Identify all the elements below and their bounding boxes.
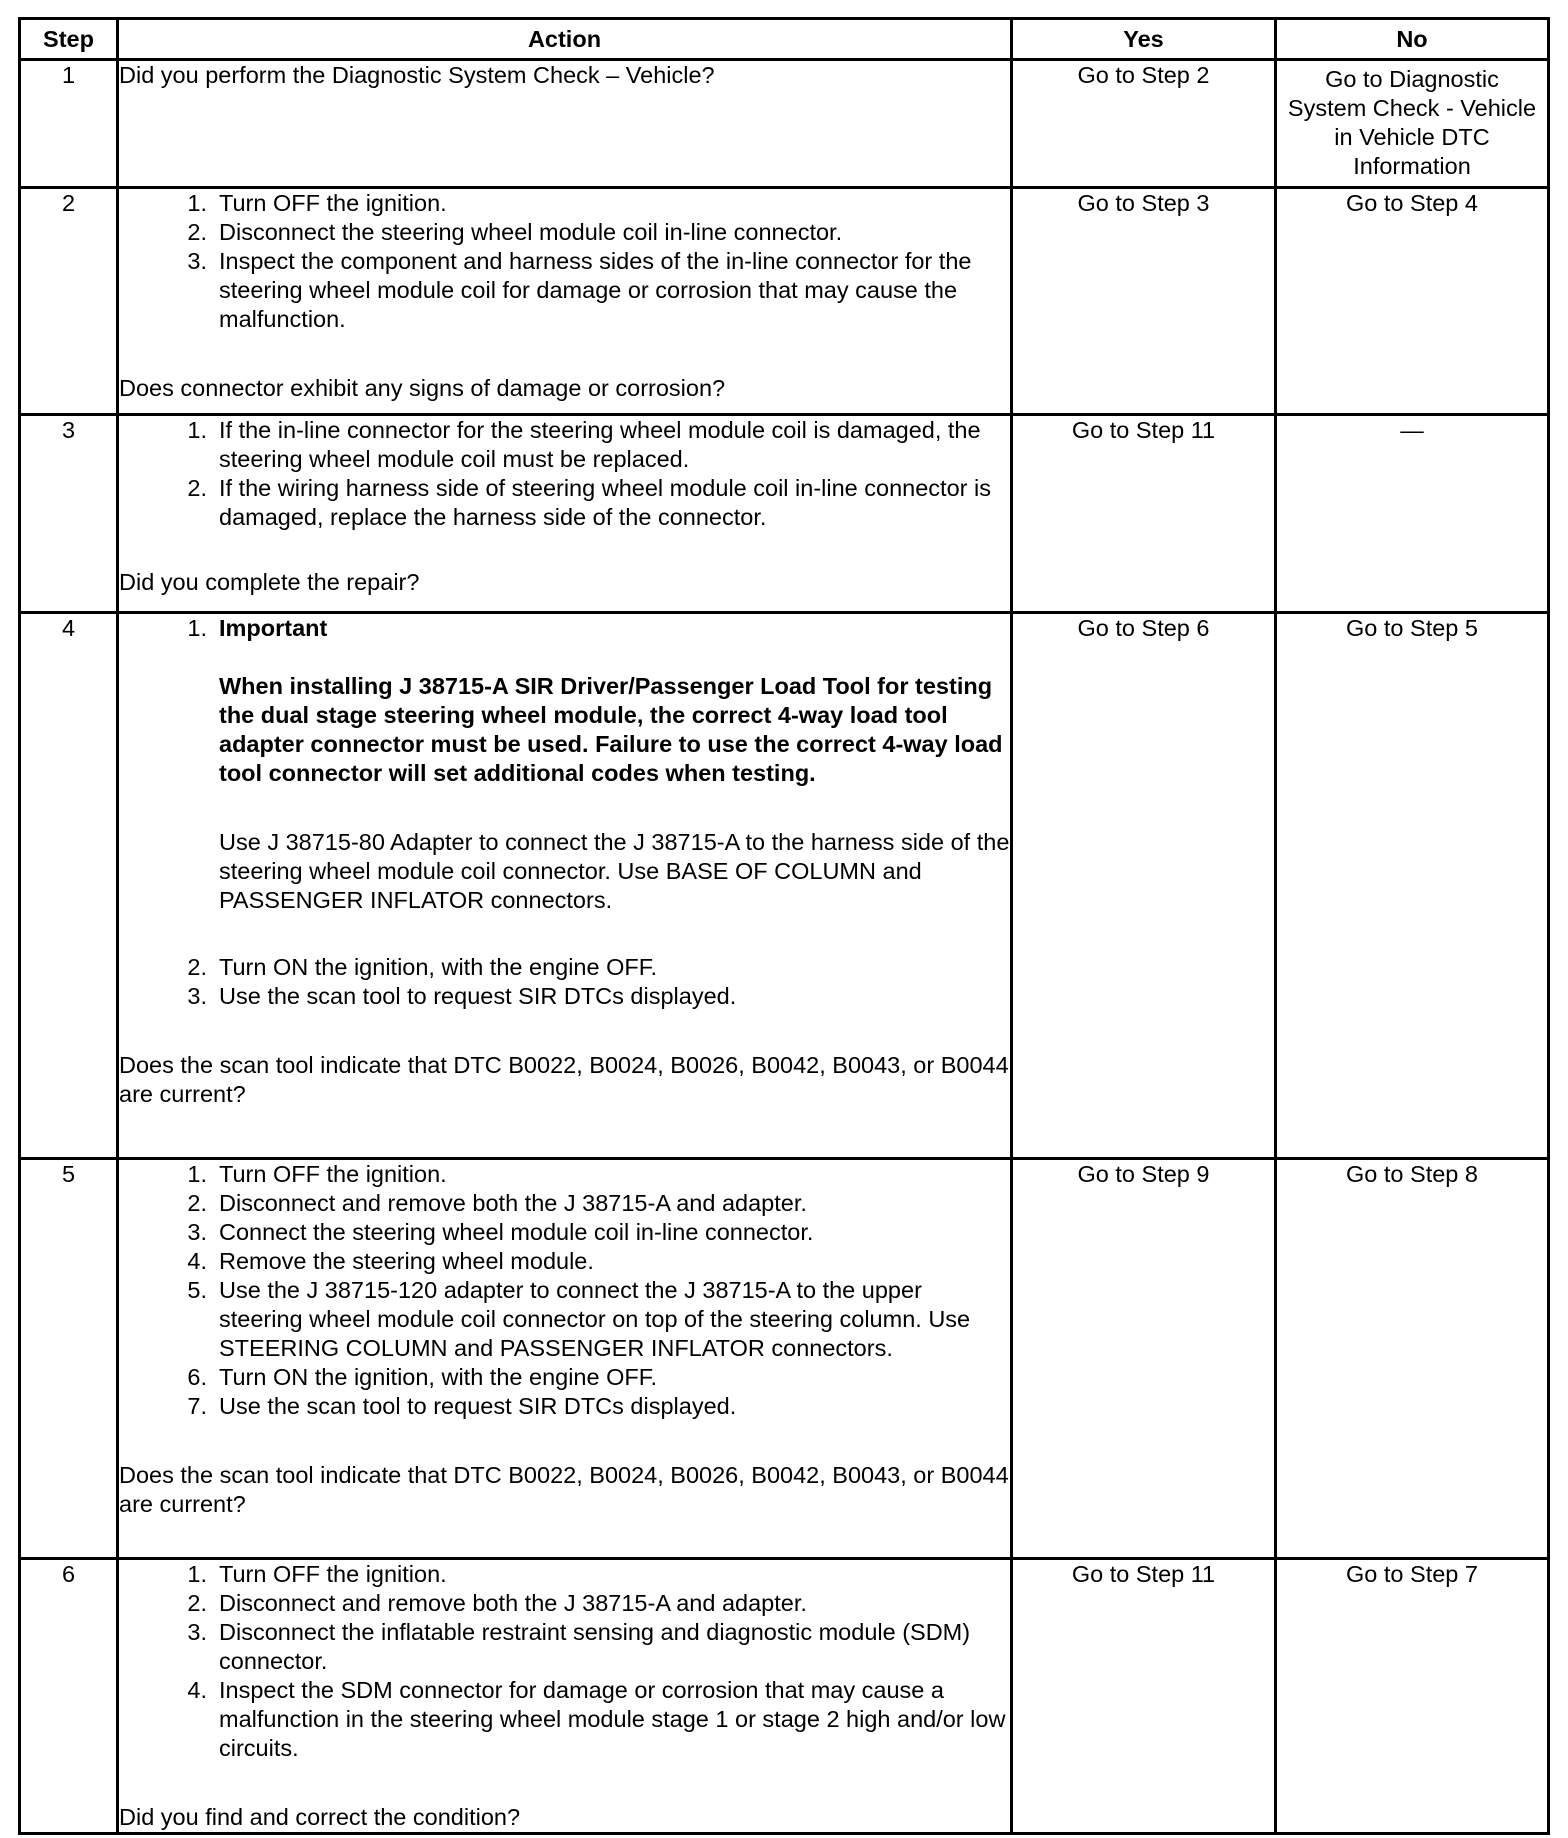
table-row [20, 188, 1549, 415]
action-steps [119, 416, 1010, 532]
list-item: 5. Use the J 38715-120 adapter to connect the J 38715-A to the upper steering wheel module coil connector on top of the steering column. Use STEERING COLUMN and PASSENGER INFLATOR connectors. [187, 1277, 971, 1361]
no-result: — [1276, 415, 1549, 613]
list-item: 1. Turn OFF the ignition. [187, 1561, 447, 1587]
table-row [20, 60, 1549, 188]
list-item: 2. Disconnect and remove both the J 38715-A and adapter. [187, 1590, 807, 1616]
question-text: Does the scan tool indicate that DTC B0022, B0024, B0026, B0042, B0043, or B0044 are current? [119, 1462, 1009, 1517]
step-number: 4 [20, 613, 118, 1159]
list-item: 1. If the in-line connector for the steering wheel module coil is damaged, the steering wheel module coil must be replaced. [187, 417, 981, 472]
instruction-text: Use J 38715-80 Adapter to connect the J 38715-A to the harness side of the steering wheel module coil connector. Use BASE OF COLUMN and PASSENGER INFLATOR connectors. [219, 829, 1010, 913]
step-number: 3 [20, 415, 118, 613]
important-note: When installing J 38715-A SIR Driver/Passenger Load Tool for testing the dual stage steering wheel module, the correct 4-way load tool adapter connector must be used. Failure to use the correct 4-way load tool connector will set additional codes when testing. [219, 673, 1003, 786]
list-item: 4. Inspect the SDM connector for damage or corrosion that may cause a malfunction in the steering wheel module stage 1 or stage 2 high and/or low circuits. [187, 1677, 1006, 1761]
action-steps [119, 614, 1010, 1011]
header-action: Action [118, 19, 1012, 60]
list-item: 2. If the wiring harness side of steering wheel module coil in-line connector is damaged, replace the harness side of the connector. [187, 475, 991, 530]
no-result: Go to Step 7 [1276, 1559, 1549, 1834]
header-no: No [1276, 19, 1549, 60]
action-steps [119, 189, 1010, 334]
list-item: 2. Disconnect and remove both the J 38715-A and adapter. [187, 1190, 807, 1216]
table-row [20, 415, 1549, 613]
yes-result: Go to Step 6 [1012, 613, 1276, 1159]
important-heading: Important [219, 615, 328, 641]
step-number: 6 [20, 1559, 118, 1834]
action-cell [118, 1159, 1012, 1559]
no-result: Go to Step 4 [1276, 188, 1549, 415]
header-yes: Yes [1012, 19, 1276, 60]
list-item: 1. Turn OFF the ignition. [187, 190, 447, 216]
list-item: 2. Turn ON the ignition, with the engine OFF. [187, 954, 658, 980]
action-cell [118, 188, 1012, 415]
question-text: Did you complete the repair? [119, 569, 420, 595]
list-item: 1. Important When installing J 38715-A SIR Driver/Passenger Load Tool for testing the dual stage steering wheel module, the correct 4-way load tool adapter connector must be used. Failure to use the correct 4-way load tool connector will set additional codes when testing. Use J 38715-80 Adapter to connect the J 38715-A to the harness side of the steering wheel module coil connector. Use BASE OF COLUMN and PASSENGER INFLATOR connectors. [187, 615, 1010, 913]
yes-result: Go to Step 11 [1012, 1559, 1276, 1834]
step-number: 5 [20, 1159, 118, 1559]
action-cell [118, 415, 1012, 613]
action-steps [119, 1560, 1010, 1763]
question-text: Did you find and correct the condition? [119, 1804, 521, 1830]
no-result: Go to Step 8 [1276, 1159, 1549, 1559]
list-item: 3. Inspect the component and harness sides of the in-line connector for the steering wheel module coil for damage or corrosion that may cause the malfunction. [187, 248, 972, 332]
table-row [20, 613, 1549, 1159]
yes-result: Go to Step 11 [1012, 415, 1276, 613]
list-item: 2. Disconnect the steering wheel module coil in-line connector. [187, 219, 843, 245]
table-row [20, 1159, 1549, 1559]
header-step: Step [20, 19, 118, 60]
list-item: 1. Turn OFF the ignition. [187, 1161, 447, 1187]
header-row [20, 19, 1549, 60]
action-steps [119, 1160, 1010, 1421]
step-number: 1 [20, 60, 118, 188]
question-text: Does connector exhibit any signs of damage or corrosion? [119, 375, 726, 401]
step-number: 2 [20, 188, 118, 415]
action-cell [118, 60, 1012, 188]
no-result: Go to Step 5 [1276, 613, 1549, 1159]
yes-result: Go to Step 9 [1012, 1159, 1276, 1559]
diagnostic-table [18, 17, 1550, 1835]
list-item: 4. Remove the steering wheel module. [187, 1248, 594, 1274]
question-text: Does the scan tool indicate that DTC B0022, B0024, B0026, B0042, B0043, or B0044 are current? [119, 1052, 1009, 1107]
list-item: 3. Use the scan tool to request SIR DTCs displayed. [187, 983, 737, 1009]
no-result: Go to Diagnostic System Check - Vehicle in Vehicle DTC Information [1276, 60, 1549, 188]
action-cell [118, 1559, 1012, 1834]
action-cell [118, 613, 1012, 1159]
list-item: 3. Connect the steering wheel module coil in-line connector. [187, 1219, 814, 1245]
yes-result: Go to Step 2 [1012, 60, 1276, 188]
table-row [20, 1559, 1549, 1834]
list-item: 7. Use the scan tool to request SIR DTCs displayed. [187, 1393, 737, 1419]
yes-result: Go to Step 3 [1012, 188, 1276, 415]
list-item: 6. Turn ON the ignition, with the engine OFF. [187, 1364, 658, 1390]
list-item: 3. Disconnect the inflatable restraint sensing and diagnostic module (SDM) connector. [187, 1619, 971, 1674]
question-text: Did you perform the Diagnostic System Check – Vehicle? [119, 62, 715, 88]
